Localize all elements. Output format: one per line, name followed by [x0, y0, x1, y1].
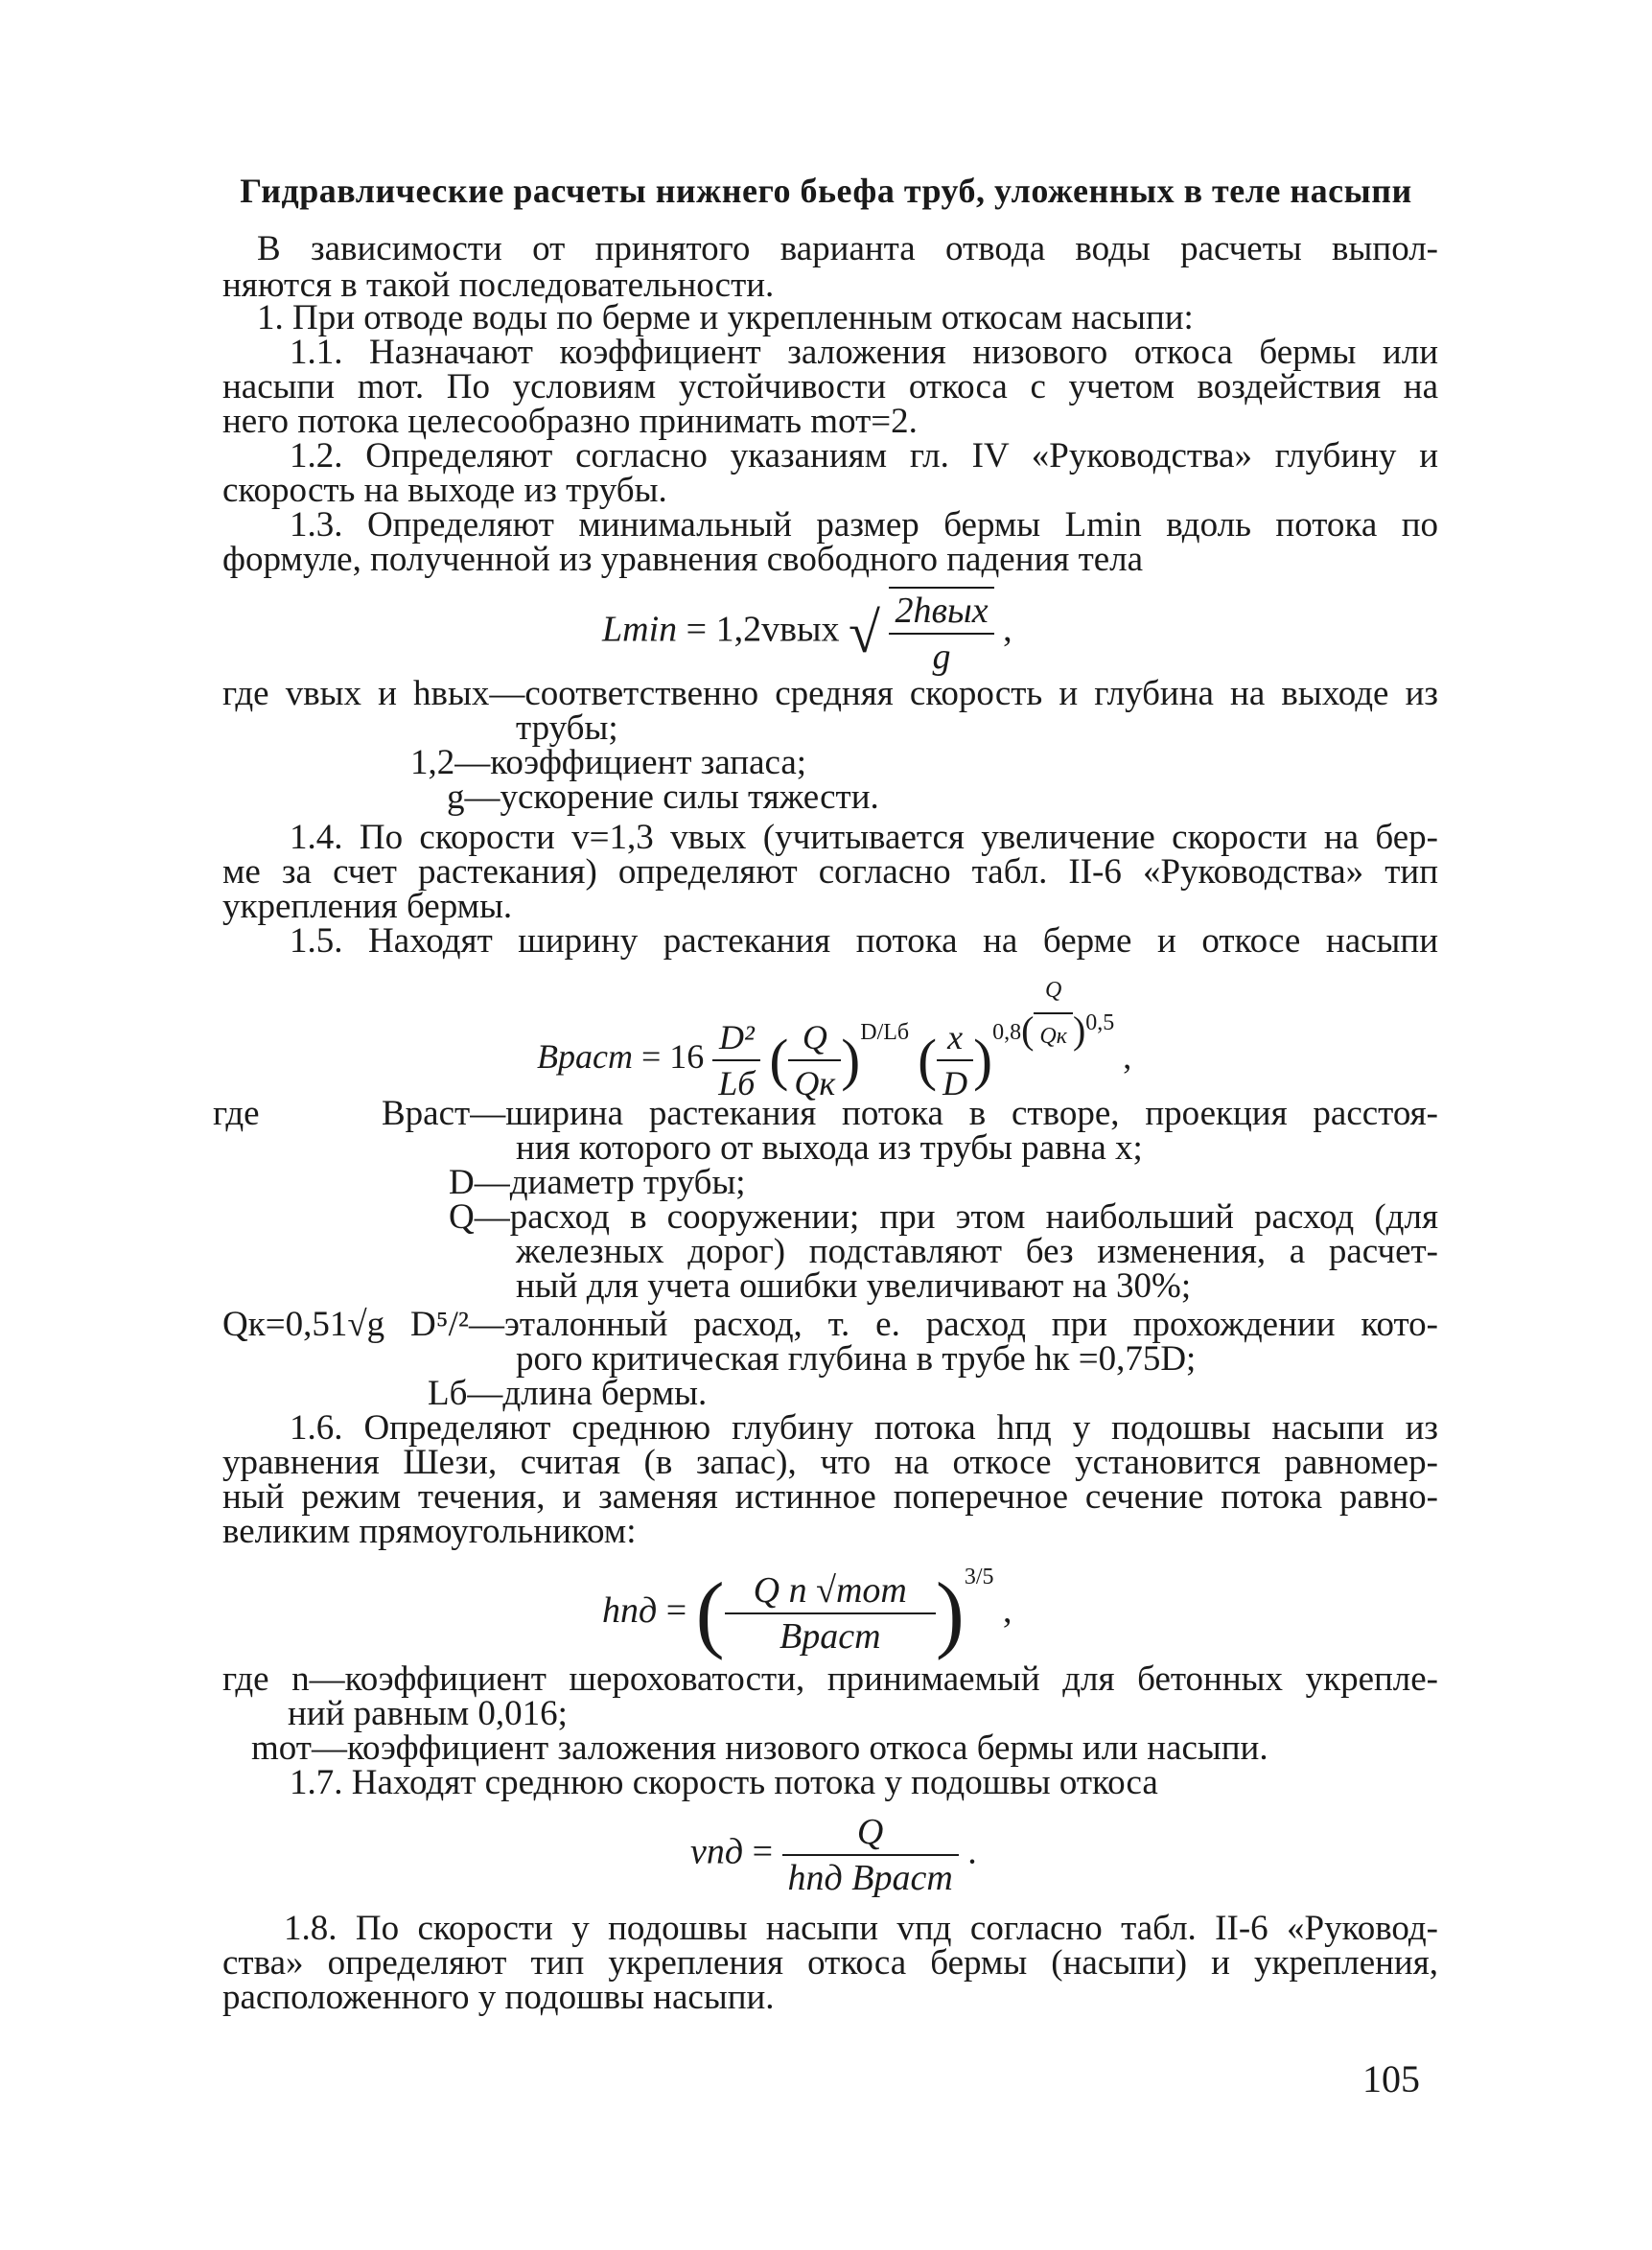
fraction: $\frac{\text{Q n √mот}}{\text{Bраст}}$	[725, 1568, 936, 1659]
fraction-d2-lb: $\frac{\text{D²}}{Lб}$	[712, 1015, 760, 1105]
formula-coef: = 16	[640, 1037, 705, 1076]
text-line: 1.1. Назначают коэффициент заложения низового откоса бермы или	[290, 333, 1438, 372]
denominator: g	[932, 637, 951, 677]
text-line: формуле, полученной из уравнения свободного падения тела	[222, 540, 1144, 579]
text-line: Qк=0,51√g D⁵/²—эталонный расход, т. е. расход при прохождении кото-	[222, 1305, 1438, 1344]
fraction: $\frac{Q}{\text{hпд Bраст}}$	[782, 1810, 959, 1900]
formula-vpd: vпд = $\frac{Q}{\text{hпд Bраст}}$ .	[690, 1812, 977, 1898]
text-line: 1,2—коэффициент запаса;	[410, 743, 807, 782]
text-line: 1.8. По скорости у подошвы насыпи vпд согласно табл. II-6 «Руковод-	[284, 1909, 1438, 1948]
text-line: насыпи mот. По условиям устойчивости откоса с учетом воздействия на	[222, 367, 1438, 406]
text-line: трубы;	[516, 708, 618, 748]
exponent: 0,8	[992, 1020, 1022, 1045]
text-line: уравнения Шези, считая (в запас), что на откосе установится равномер-	[222, 1443, 1438, 1482]
formula-lhs: Lmin	[602, 609, 678, 650]
text-line: где n—коэффициент шероховатости, принимаемый для бетонных укрепле-	[222, 1659, 1438, 1699]
paren-close: )	[935, 1566, 965, 1661]
paren-open: (	[695, 1566, 725, 1661]
text-line: железных дорог) подставляют без изменения, а расчет-	[516, 1232, 1438, 1271]
paren-close: )	[1072, 1009, 1086, 1052]
text-line: расположенного у подошвы насыпи.	[222, 1978, 775, 2017]
exponent: D/Lб	[860, 1020, 910, 1045]
paren-close: )	[841, 1028, 861, 1092]
exponent: 0,5	[1085, 1010, 1115, 1035]
formula-lhs: vпд	[690, 1831, 744, 1872]
text-line: Q—расход в сооружении; при этом наибольший расход (для	[449, 1197, 1438, 1237]
fraction-x-d: $\frac{x}{D}$	[937, 1015, 973, 1105]
fraction-q-qk: $\frac{Q}{Qк}$	[788, 1015, 841, 1105]
text-line: ме за счет растекания) определяют согласно табл. II-6 «Руководства» тип	[222, 852, 1438, 892]
text-line: 1.5. Находят ширину растекания потока на берме и откосе насыпи	[290, 921, 1438, 961]
formula-lhs: Bраст	[537, 1037, 633, 1076]
paren-open: (	[918, 1028, 938, 1092]
text-line: укрепления бермы.	[222, 887, 513, 926]
formula-lhs: hпд	[602, 1590, 658, 1631]
fraction-q-qk-small: $\frac{Q}{Qк}$	[1034, 968, 1073, 1058]
formula-hpd: hпд = ( $\frac{\text{Q n √mот}}{\text{Bраст}}$ )$^{3/5}$ ,	[602, 1565, 1012, 1661]
text-line: няются в такой последовательности.	[222, 266, 775, 305]
text-line: рого критическая глубина в трубе hк =0,75D;	[516, 1339, 1197, 1379]
formula-rhs: = 1,2vвых	[686, 609, 840, 650]
text-line: D—диаметр трубы;	[449, 1163, 746, 1202]
text-line: ный для учета ошибки увеличивают на 30%;	[516, 1266, 1192, 1306]
text-line: 1.6. Определяют среднюю глубину потока hпд у подошвы насыпи из	[290, 1408, 1438, 1448]
formula-lmin	[602, 587, 1012, 679]
text-line: ный режим течения, и заменяя истинное поперечное сечение потока равно-	[222, 1477, 1438, 1517]
paren-close: )	[973, 1028, 993, 1092]
text-line: 1.4. По скорости v=1,3 vвых (учитывается увеличение скорости на бер-	[290, 818, 1438, 857]
sqrt-sign: √	[849, 601, 880, 664]
text-line: 1. При отводе воды по берме и укрепленным откосам насыпи:	[257, 298, 1194, 337]
text-line: ния которого от выхода из трубы равна x;	[516, 1128, 1143, 1168]
text-line: Bраст—ширина растекания потока в створе, проекция расстоя-	[382, 1094, 1438, 1133]
exponent: 3/5	[964, 1565, 994, 1589]
numerator: 2hвых	[889, 587, 993, 635]
text-line: где vвых и hвых—соответственно средняя скорость и глубина на выходе из	[222, 674, 1438, 713]
text-line: 1.7. Находят среднюю скорость потока у подошвы откоса	[290, 1763, 1158, 1802]
text-line: скорость на выходе из трубы.	[222, 471, 667, 510]
text-line: где	[213, 1094, 260, 1133]
text-line: 1.3. Определяют минимальный размер бермы Lmin вдоль потока по	[290, 505, 1438, 545]
paren-open: (	[1021, 1009, 1035, 1052]
text-line: 1.2. Определяют согласно указаниям гл. IV «Руководства» глубину и	[290, 436, 1438, 476]
text-line: великим прямоугольником:	[222, 1512, 637, 1551]
paren-open: (	[769, 1028, 789, 1092]
text-line: mот—коэффициент заложения низового откоса бермы или насыпи.	[251, 1728, 1268, 1768]
page-number: 105	[1362, 2057, 1420, 2100]
text-line: него потока целесообразно принимать mот=2.	[222, 402, 918, 441]
text-line: ний равным 0,016;	[288, 1694, 568, 1733]
section-title: Гидравлические расчеты нижнего бьефа труб, уложенных в теле насыпи	[240, 172, 1412, 210]
text-line: Lб—длина бермы.	[428, 1374, 708, 1413]
fraction	[889, 587, 993, 679]
formula-braст	[537, 968, 1131, 1105]
text-line: ства» определяют тип укрепления откоса бермы (насыпи) и укрепления,	[222, 1943, 1438, 1983]
text-line: g—ускорение силы тяжести.	[447, 777, 879, 817]
text-line: В зависимости от принятого варианта отвода воды расчеты выпол-	[257, 229, 1438, 268]
formula-punct: ,	[1123, 1037, 1132, 1076]
formula-punct: ,	[1003, 609, 1012, 650]
